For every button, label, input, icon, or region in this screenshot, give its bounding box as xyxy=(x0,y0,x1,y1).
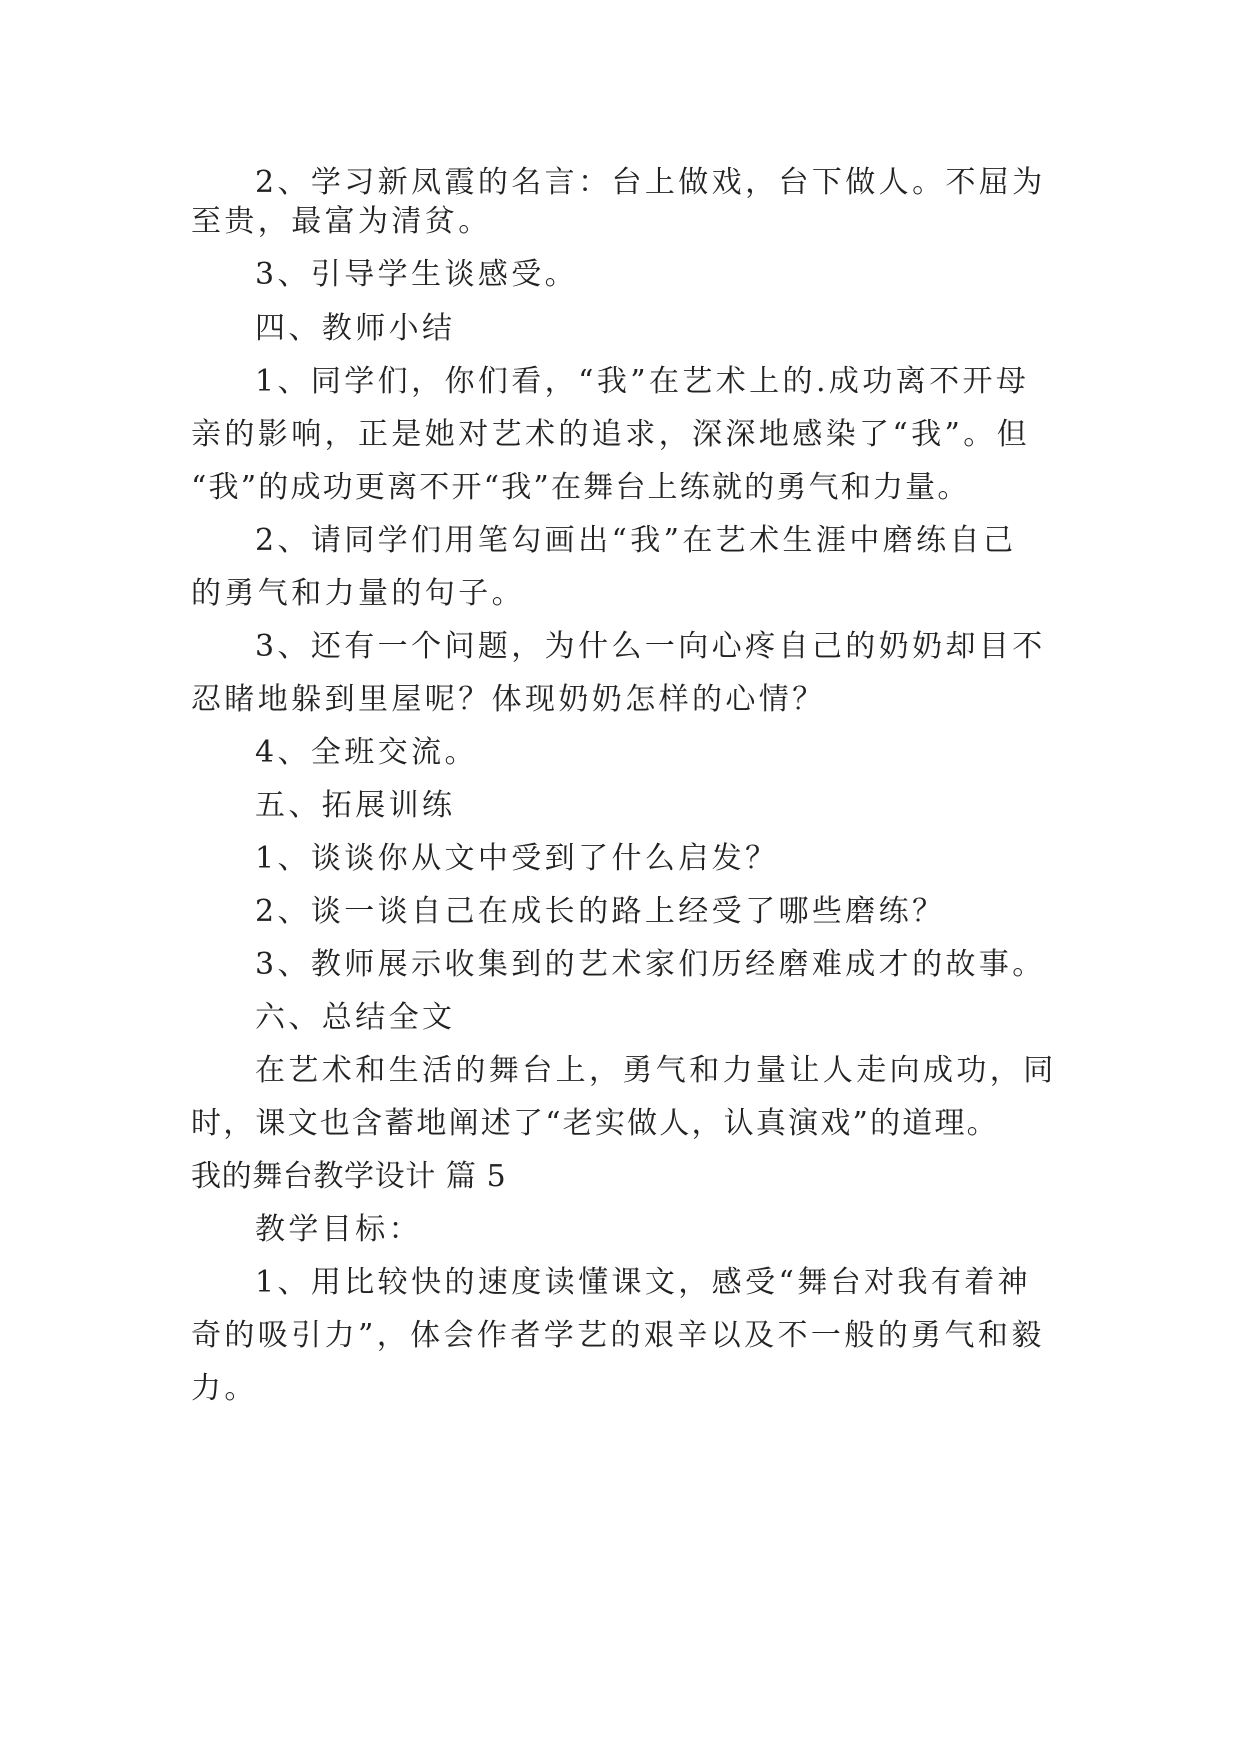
paragraph-line: 时，课文也含蓄地阐述了“老实做人，认真演戏”的道理。 xyxy=(191,1106,999,1141)
paragraph-line: 3、还有一个问题，为什么一向心疼自己的奶奶却目不 xyxy=(255,629,1046,664)
section-heading: 六、总结全文 xyxy=(255,1000,456,1035)
paragraph-line: 在艺术和生活的舞台上，勇气和力量让人走向成功，同 xyxy=(255,1053,1057,1088)
paragraph-line: 1、用比较快的速度读懂课文，感受“舞台对我有着神 xyxy=(255,1265,1032,1300)
paragraph-line: 1、谈谈你从文中受到了什么启发？ xyxy=(255,841,779,876)
paragraph-line: 2、谈一谈自己在成长的路上经受了哪些磨练？ xyxy=(255,894,946,929)
section-heading: 教学目标： xyxy=(255,1212,422,1247)
paragraph-line: 3、引导学生谈感受。 xyxy=(255,257,579,292)
document-title: 我的舞台教学设计 篇 5 xyxy=(191,1159,507,1194)
paragraph-line: 忍睹地躲到里屋呢？体现奶奶怎样的心情？ xyxy=(191,682,826,717)
paragraph-line: 1、同学们，你们看，“我”在艺术上的.成功离不开母 xyxy=(255,364,1030,399)
section-heading: 四、教师小结 xyxy=(255,311,456,346)
paragraph-line: “我”的成功更离不开“我”在舞台上练就的勇气和力量。 xyxy=(191,470,970,505)
paragraph-line: 的勇气和力量的句子。 xyxy=(191,576,525,611)
paragraph-line: 2、学习新凤霞的名言：台上做戏，台下做人。不屈为 xyxy=(255,165,1046,200)
paragraph-line: 2、请同学们用笔勾画出“我”在艺术生涯中磨练自己 xyxy=(255,523,1017,558)
paragraph-line: 奇的吸引力”，体会作者学艺的艰辛以及不一般的勇气和毅 xyxy=(191,1318,1045,1353)
paragraph-line: 3、教师展示收集到的艺术家们历经磨难成才的故事。 xyxy=(255,947,1046,982)
paragraph-line: 4、全班交流。 xyxy=(255,735,478,770)
paragraph-line: 亲的影响，正是她对艺术的追求，深深地感染了“我”。但 xyxy=(191,417,1031,452)
paragraph-line: 至贵，最富为清贫。 xyxy=(191,204,492,239)
section-heading: 五、拓展训练 xyxy=(255,788,456,823)
paragraph-line: 力。 xyxy=(191,1371,258,1406)
